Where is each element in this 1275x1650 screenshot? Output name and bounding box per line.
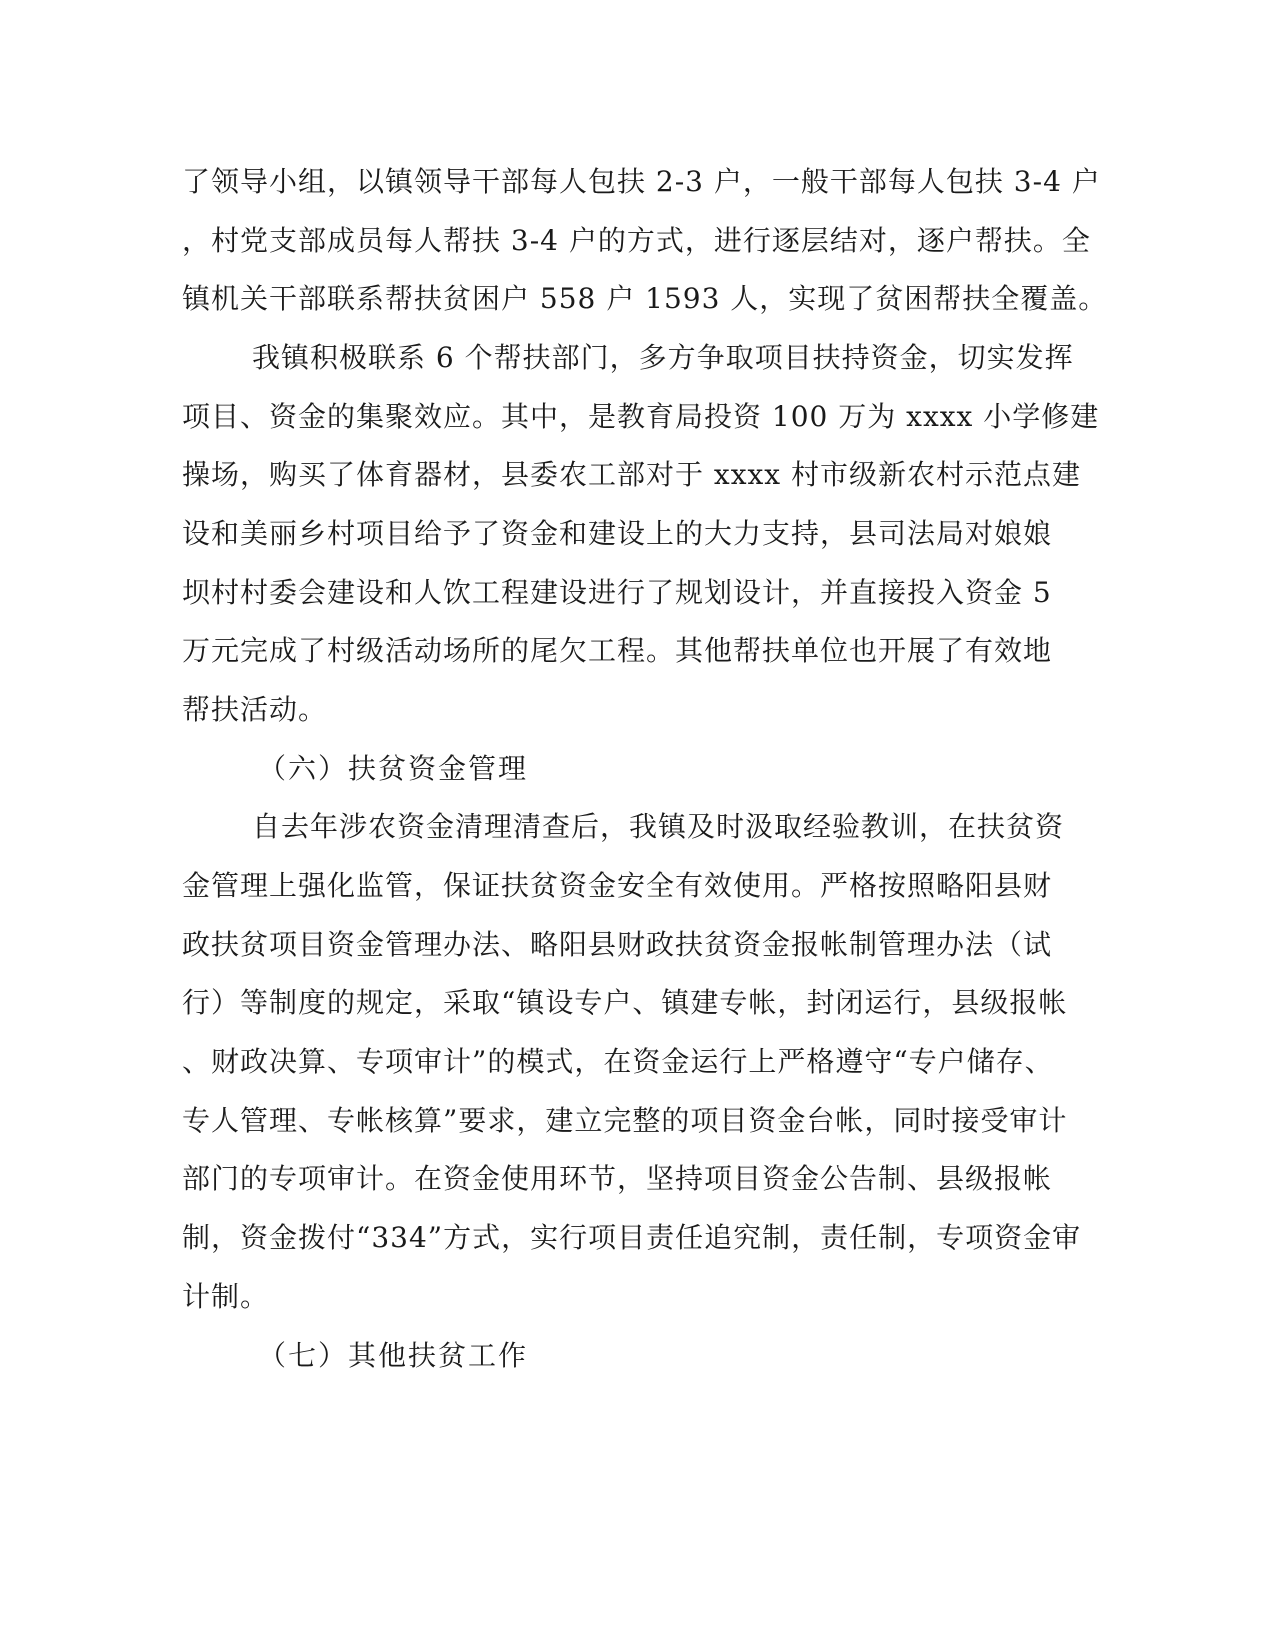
paragraph-line: 部门的专项审计。在资金使用环节，坚持项目资金公告制、县级报帐 bbox=[182, 1162, 1053, 1195]
paragraph-line: 项目、资金的集聚效应。其中，是教育局投资 100 万为 xxxx 小学修建 bbox=[182, 400, 1100, 433]
paragraph-line: 金管理上强化监管，保证扶贫资金安全有效使用。严格按照略阳县财 bbox=[182, 869, 1053, 902]
paragraph-line: 操场，购买了体育器材，县委农工部对于 xxxx 村市级新农村示范点建 bbox=[182, 458, 1081, 491]
paragraph-line: 我镇积极联系 6 个帮扶部门，多方争取项目扶持资金，切实发挥 bbox=[252, 341, 1074, 374]
paragraph-line: 、财政决算、专项审计”的模式，在资金运行上严格遵守“专户储存、 bbox=[182, 1045, 1054, 1078]
paragraph-line: 帮扶活动。 bbox=[182, 693, 328, 726]
paragraph-line: 专人管理、专帐核算”要求，建立完整的项目资金台帐，同时接受审计 bbox=[182, 1104, 1068, 1137]
section-heading: （七）其他扶贫工作 bbox=[258, 1339, 529, 1372]
paragraph-line: 政扶贫项目资金管理办法、略阳县财政扶贫资金报帐制管理办法（试 bbox=[182, 928, 1053, 961]
paragraph-line: 设和美丽乡村项目给予了资金和建设上的大力支持，县司法局对娘娘 bbox=[182, 517, 1053, 550]
paragraph-line: 万元完成了村级活动场所的尾欠工程。其他帮扶单位也开展了有效地 bbox=[182, 634, 1053, 667]
paragraph-line: 了领导小组，以镇领导干部每人包扶 2-3 户，一般干部每人包扶 3-4 户 bbox=[182, 165, 1101, 198]
section-heading: （六）扶贫资金管理 bbox=[258, 752, 529, 785]
paragraph-line: 制，资金拨付“334”方式，实行项目责任追究制，责任制，专项资金审 bbox=[182, 1221, 1082, 1254]
paragraph-line: 行）等制度的规定，采取“镇设专户、镇建专帐，封闭运行，县级报帐 bbox=[182, 986, 1068, 1019]
paragraph-line: 镇机关干部联系帮扶贫困户 558 户 1593 人，实现了贫困帮扶全覆盖。 bbox=[182, 282, 1108, 315]
paragraph-line: ，村党支部成员每人帮扶 3-4 户的方式，进行逐层结对，逐户帮扶。全 bbox=[182, 224, 1091, 257]
paragraph-line: 坝村村委会建设和人饮工程建设进行了规划设计，并直接投入资金 5 bbox=[182, 576, 1052, 609]
paragraph-line: 自去年涉农资金清理清查后，我镇及时汲取经验教训，在扶贫资 bbox=[252, 810, 1065, 843]
paragraph-line: 计制。 bbox=[182, 1280, 270, 1313]
